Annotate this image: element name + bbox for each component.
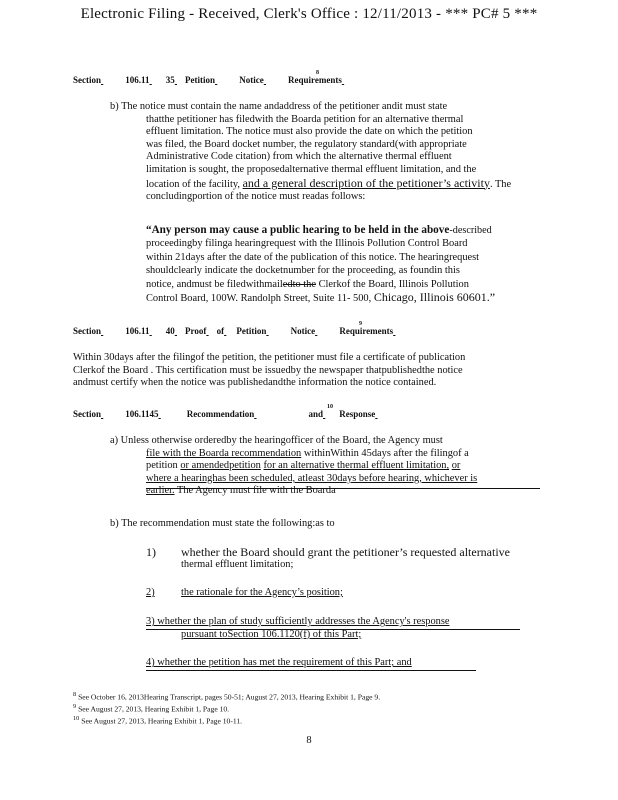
filing-header: Electronic Filing - Received, Clerk's Office : 12/11/2013 - *** PC# 5 *** [80, 6, 538, 22]
footnotes [73, 690, 380, 726]
footnote-9 [73, 702, 380, 714]
text-line: effluent limitation. The notice must also provide the date on which the petition [146, 126, 473, 138]
section-label: Section [73, 75, 101, 85]
text-segment: petition [146, 460, 181, 472]
section-number: 106.11 [125, 326, 150, 336]
quote-line [146, 291, 495, 305]
text-line: Within 30days after the filingof the petition, the petitioner must file a certificate of publication [73, 352, 466, 363]
quote-text: notice, andmust be filedwithmail [146, 278, 283, 290]
page-number: 8 [306, 735, 312, 746]
text-line: a) Unless otherwise orderedby the hearingofficer of the Board, the Agency must [110, 435, 443, 446]
struck-text: edto the [282, 278, 316, 290]
text-line: b) The notice must contain the name andaddress of the petitioner andit must state [110, 101, 448, 112]
section-heading-106-1140 [73, 326, 419, 336]
section-title-word: Notice [239, 75, 264, 85]
footnote-text: See August 27, 2013, Hearing Exhibit 1, Page 10. [76, 704, 230, 714]
text-line: was filed, the Board docket number, the regulatory standard(with appropriate [146, 138, 467, 150]
text-line: Clerkof the Board . This certification must be issuedby the newspaper thatpublishedthe notice [73, 364, 463, 376]
text-line: thatthe petitioner has filedwith the Boarda petition for an alternative thermal [146, 113, 464, 125]
text-segment: location of the facility, [146, 178, 240, 190]
text-line: Administrative Code citation) from which the alternative thermal effluent [146, 151, 452, 163]
text-segment: . The [489, 178, 512, 190]
quote-text: Chicago, Illinois 60601.” [373, 290, 496, 305]
list-item: 2) [146, 587, 155, 598]
footnote-mark: 8 [73, 691, 77, 698]
item-number: 1) [146, 545, 156, 559]
footnote-mark: 10 [73, 714, 80, 722]
section-label: Section [73, 409, 101, 419]
text-line: andmust certify when the notice was publishedandthe information the notice contained. [73, 377, 437, 389]
quote-text: Clerkof the Board, Illinois Pollution [315, 278, 469, 290]
item-line: whether the Board should grant the petitioner’s requested alternative [181, 545, 511, 559]
quote-line [146, 278, 495, 291]
underline-rule [146, 488, 540, 489]
section-title-word: Recommendation [186, 409, 255, 419]
section-subnumber: 35 [165, 75, 175, 85]
section-title-word: Petition [185, 75, 216, 85]
footnote-text: See October 16, 2013Hearing Transcript, pages 50-51; August 27, 2013, Hearing Exhibit 1, Page 9. [76, 692, 381, 702]
text-line [110, 448, 477, 461]
notice-quote [146, 224, 495, 305]
footnote-ref-10: 10 [327, 404, 333, 410]
notice-requirements-paragraph [110, 101, 511, 204]
text-line: where a hearinghas been scheduled, atleast 30days before hearing, whichever is [146, 472, 478, 484]
section-title-word: Requirements [339, 326, 394, 336]
underline-rule [146, 629, 520, 630]
section-title-word: of [216, 326, 225, 336]
text-line: limitation is sought, the proposedalternative thermal effluent limitation, and the [146, 163, 477, 175]
quote-line [146, 224, 495, 237]
footnote-text: See August 27, 2013, Hearing Exhibit 1, Page 10-11. [79, 716, 243, 726]
section-title-word: Notice [290, 326, 316, 336]
inserted-text: or amendedpetition [180, 460, 261, 472]
quote-line: shouldclearly indicate the docketnumber for the proceeding, as foundin this [146, 265, 460, 277]
footnote-ref-8: 8 [316, 70, 319, 76]
proof-paragraph [73, 352, 465, 390]
section-title-word: Petition [236, 326, 267, 336]
footnote-10 [73, 714, 380, 726]
section-number: 106.1145 [125, 409, 159, 419]
text-line [110, 177, 511, 192]
section-number: 106.11 [125, 75, 150, 85]
item-line: pursuant toSection 106.1120(f) of this Part; [181, 628, 362, 640]
item-line: thermal effluent limitation; [181, 558, 294, 570]
footnote-8 [73, 690, 380, 702]
quote-text: “Any person may cause a public hearing to be held in the above [146, 224, 450, 236]
section-title-word: Proof [185, 326, 207, 336]
text-line [110, 460, 477, 473]
list-item-text: the rationale for the Agency’s position; [181, 587, 343, 598]
quote-line: within 21days after the date of the publication of this notice. The hearingrequest [146, 251, 480, 263]
section-title-word: Response [339, 409, 376, 419]
inserted-text: for an alternative thermal effluent limitation, [263, 460, 450, 472]
inserted-text: file with the Boarda recommendation [146, 447, 302, 459]
text-line: concludingportion of the notice must readas follows: [146, 191, 366, 203]
text-segment: The Agency must file with the Boarda [174, 485, 336, 497]
footnote-ref-9: 9 [359, 321, 362, 327]
quote-text: Control Board, 100W. Randolph Street, Suite 11- 500, [146, 293, 374, 305]
section-heading-106-1135 [73, 75, 378, 85]
list-item-text [181, 546, 510, 572]
underline-rule [146, 670, 476, 671]
inserted-text: or [451, 460, 461, 472]
inserted-text: earlier. [146, 485, 175, 497]
quote-line: proceedingby filinga hearingrequest with the Illinois Pollution Control Board [146, 238, 468, 250]
text-segment: withinWithin 45days after the filingof a [301, 447, 469, 459]
section-subnumber: 40 [165, 326, 175, 336]
section-label: Section [73, 326, 101, 336]
section-title-word: and [308, 409, 324, 419]
item-line: 3) whether the plan of study sufficiently addresses the Agency's response [146, 616, 450, 627]
section-heading-106-1145 [73, 409, 388, 419]
section-title-word: Requirements [288, 75, 342, 85]
list-item [146, 546, 156, 561]
inserted-text: and a general description of the petitioner’s activity [242, 175, 490, 190]
list-item: 4) whether the petition has met the requirement of this Part; and [146, 657, 412, 668]
quote-text: -described [449, 225, 492, 236]
footnote-mark: 9 [73, 702, 77, 710]
recommendation-contents: b) The recommendation must state the following:as to [110, 518, 335, 529]
